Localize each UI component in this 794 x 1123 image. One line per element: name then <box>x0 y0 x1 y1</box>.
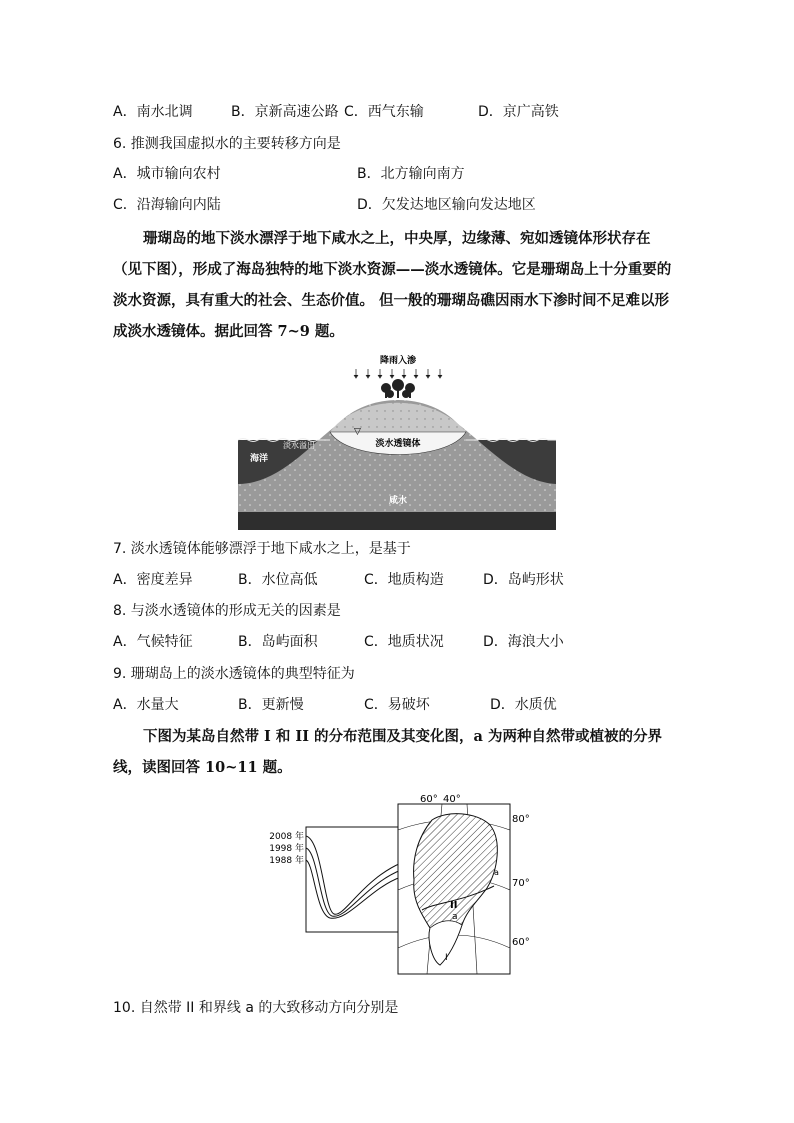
year-1988-label: 1988 年 <box>269 856 304 866</box>
rain-arrows <box>354 369 442 378</box>
lon-60-label: 60° <box>420 794 438 805</box>
q8-option-a: A．气候特征 <box>113 634 193 650</box>
zone-I-label: I <box>445 953 448 963</box>
q9-option-c: C．易破坏 <box>364 697 430 713</box>
freshwater-lens-figure <box>238 352 556 532</box>
q5-option-d: D．京广高铁 <box>478 104 559 120</box>
q7-option-a: A．密度差异 <box>113 572 193 588</box>
q7-stem: 7. 淡水透镜体能够漂浮于地下咸水之上，是基于 <box>113 541 411 557</box>
q7-option-d: D．岛屿形状 <box>483 572 564 588</box>
salt-water-label: 咸水 <box>388 496 408 506</box>
lat-60-label: 60° <box>512 937 530 948</box>
q5-option-c: C．西气东输 <box>344 104 424 120</box>
inset-box <box>306 827 401 932</box>
zone-II-label: II <box>450 900 458 911</box>
lat-80-label: 80° <box>512 814 530 825</box>
q7-option-b: B．水位高低 <box>238 572 318 588</box>
passage-natural-zones <box>113 721 673 783</box>
trees-icon <box>381 379 415 398</box>
lens-label: 淡水透镜体 <box>375 439 421 449</box>
line-a-label-east: a <box>494 868 499 877</box>
island-soil <box>330 403 466 432</box>
ocean-label: 海洋 <box>250 454 269 464</box>
q5-option-b: B．京新高速公路 <box>231 104 339 120</box>
q8-option-c: C．地质状况 <box>364 634 444 650</box>
q6-option-b: B．北方输向南方 <box>357 166 465 182</box>
rain-label: 降雨入渗 <box>379 356 417 366</box>
overflow-label: 淡水溢出 <box>283 441 315 450</box>
q6-option-d: D．欠发达地区输向发达地区 <box>357 197 536 213</box>
q6-option-a: A．城市输向农村 <box>113 166 221 182</box>
q7-option-c: C．地质构造 <box>364 572 444 588</box>
passage-coral-island-text: 珊瑚岛的地下淡水漂浮于地下咸水之上，中央厚，边缘薄、宛如透镜体形状存在（见下图），形成了海岛独特的地下淡水资源——淡水透镜体。它是珊瑚岛上十分重要的淡水资源，具有重大的社会、生态价值。 但一般的珊瑚岛礁因雨水下渗时间不足难以形成淡水透镜体。据此回答 7~9 题。 <box>113 230 672 340</box>
q9-option-d: D．水质优 <box>490 697 557 713</box>
q6-option-c: C．沿海输向内陆 <box>113 197 221 213</box>
q5-option-a: A．南水北调 <box>113 104 193 120</box>
q9-stem: 9. 珊瑚岛上的淡水透镜体的典型特征为 <box>113 666 355 682</box>
seabed <box>238 512 556 530</box>
q8-option-b: B．岛屿面积 <box>238 634 318 650</box>
natural-zones-figure <box>262 790 542 980</box>
passage-natural-zones-text: 下图为某岛自然带 I 和 II 的分布范围及其变化图，a 为两种自然带或植被的分界线，读图回答 10~11 题。 <box>113 728 662 776</box>
q8-stem: 8. 与淡水透镜体的形成无关的因素是 <box>113 603 341 619</box>
water-table-symbol: ▽ <box>354 427 361 437</box>
passage-coral-island <box>113 223 673 347</box>
line-a-label: a <box>452 912 458 922</box>
q10-stem: 10. 自然带 II 和界线 a 的大致移动方向分别是 <box>113 1000 399 1016</box>
q8-option-d: D．海浪大小 <box>483 634 564 650</box>
lat-70-label: 70° <box>512 878 530 889</box>
lon-40-label: 40° <box>443 794 461 805</box>
q9-option-a: A．水量大 <box>113 697 179 713</box>
year-1998-label: 1998 年 <box>269 844 304 854</box>
year-2008-label: 2008 年 <box>269 832 304 842</box>
q6-stem: 6. 推测我国虚拟水的主要转移方向是 <box>113 136 341 152</box>
q9-option-b: B．更新慢 <box>238 697 304 713</box>
